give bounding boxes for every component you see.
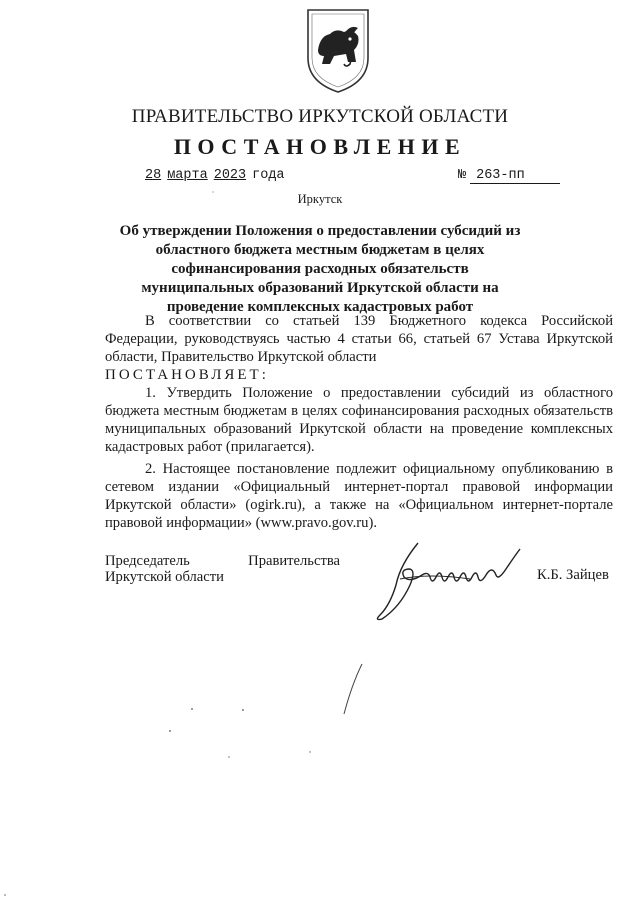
signer-name: К.Б. Зайцев (537, 567, 609, 583)
signer-role-word2: Правительства (248, 553, 340, 569)
city: Иркутск (297, 192, 343, 206)
item-1: 1. Утвердить Положение о предоставлении субсидий из областного бюджета местным бюджетам в целях софинансирования расходных обязательств муниципальных образований Иркутской области на проведение комплексных кадастровых работ (прилагается). (105, 385, 613, 455)
date-month: марта (167, 168, 208, 183)
signer-title (105, 553, 340, 585)
signer-role-line2: Иркутской области (105, 569, 224, 585)
document-date (145, 168, 285, 183)
coat-of-arms-icon (300, 6, 376, 96)
document-number (458, 168, 560, 184)
handwritten-signature-icon (370, 535, 530, 625)
signer-role-word1: Председатель (105, 553, 190, 569)
date-suffix: года (252, 168, 285, 183)
document-body (105, 312, 613, 532)
number-prefix: № (458, 168, 467, 183)
item-2: 2. Настоящее постановление подлежит официальному опубликованию в сетевом издании «Официальный интернет-портал правовой информации Иркутской области» (ogirk.ru), а также на «Официальном интернет-портале правовой информации» (www.pravo.gov.ru). (105, 461, 613, 531)
authority-name: ПРАВИТЕЛЬСТВО ИРКУТСКОЙ ОБЛАСТИ (131, 106, 509, 127)
preamble: В соответствии со статьей 139 Бюджетного кодекса Российской Федерации, руководствуясь частью 4 статьи 66, статьей 67 Устава Иркутской области, Правительство Иркутской области (105, 313, 613, 365)
resolves-heading: ПОСТАНОВЛЯЕТ: (105, 367, 269, 383)
pen-stroke-icon (338, 660, 368, 720)
date-day: 28 (145, 168, 162, 183)
number-value: 263-пп (470, 168, 560, 184)
document-title: Об утверждении Положения о предоставлении субсидий из областного бюджета местным бюджетам в целях софинансирования расходных обязательств муниципальных образований Иркутской области на проведение комплексных кадастровых работ (119, 223, 521, 315)
date-year: 2023 (213, 168, 247, 183)
document-type: ПОСТАНОВЛЕНИЕ (173, 134, 467, 159)
